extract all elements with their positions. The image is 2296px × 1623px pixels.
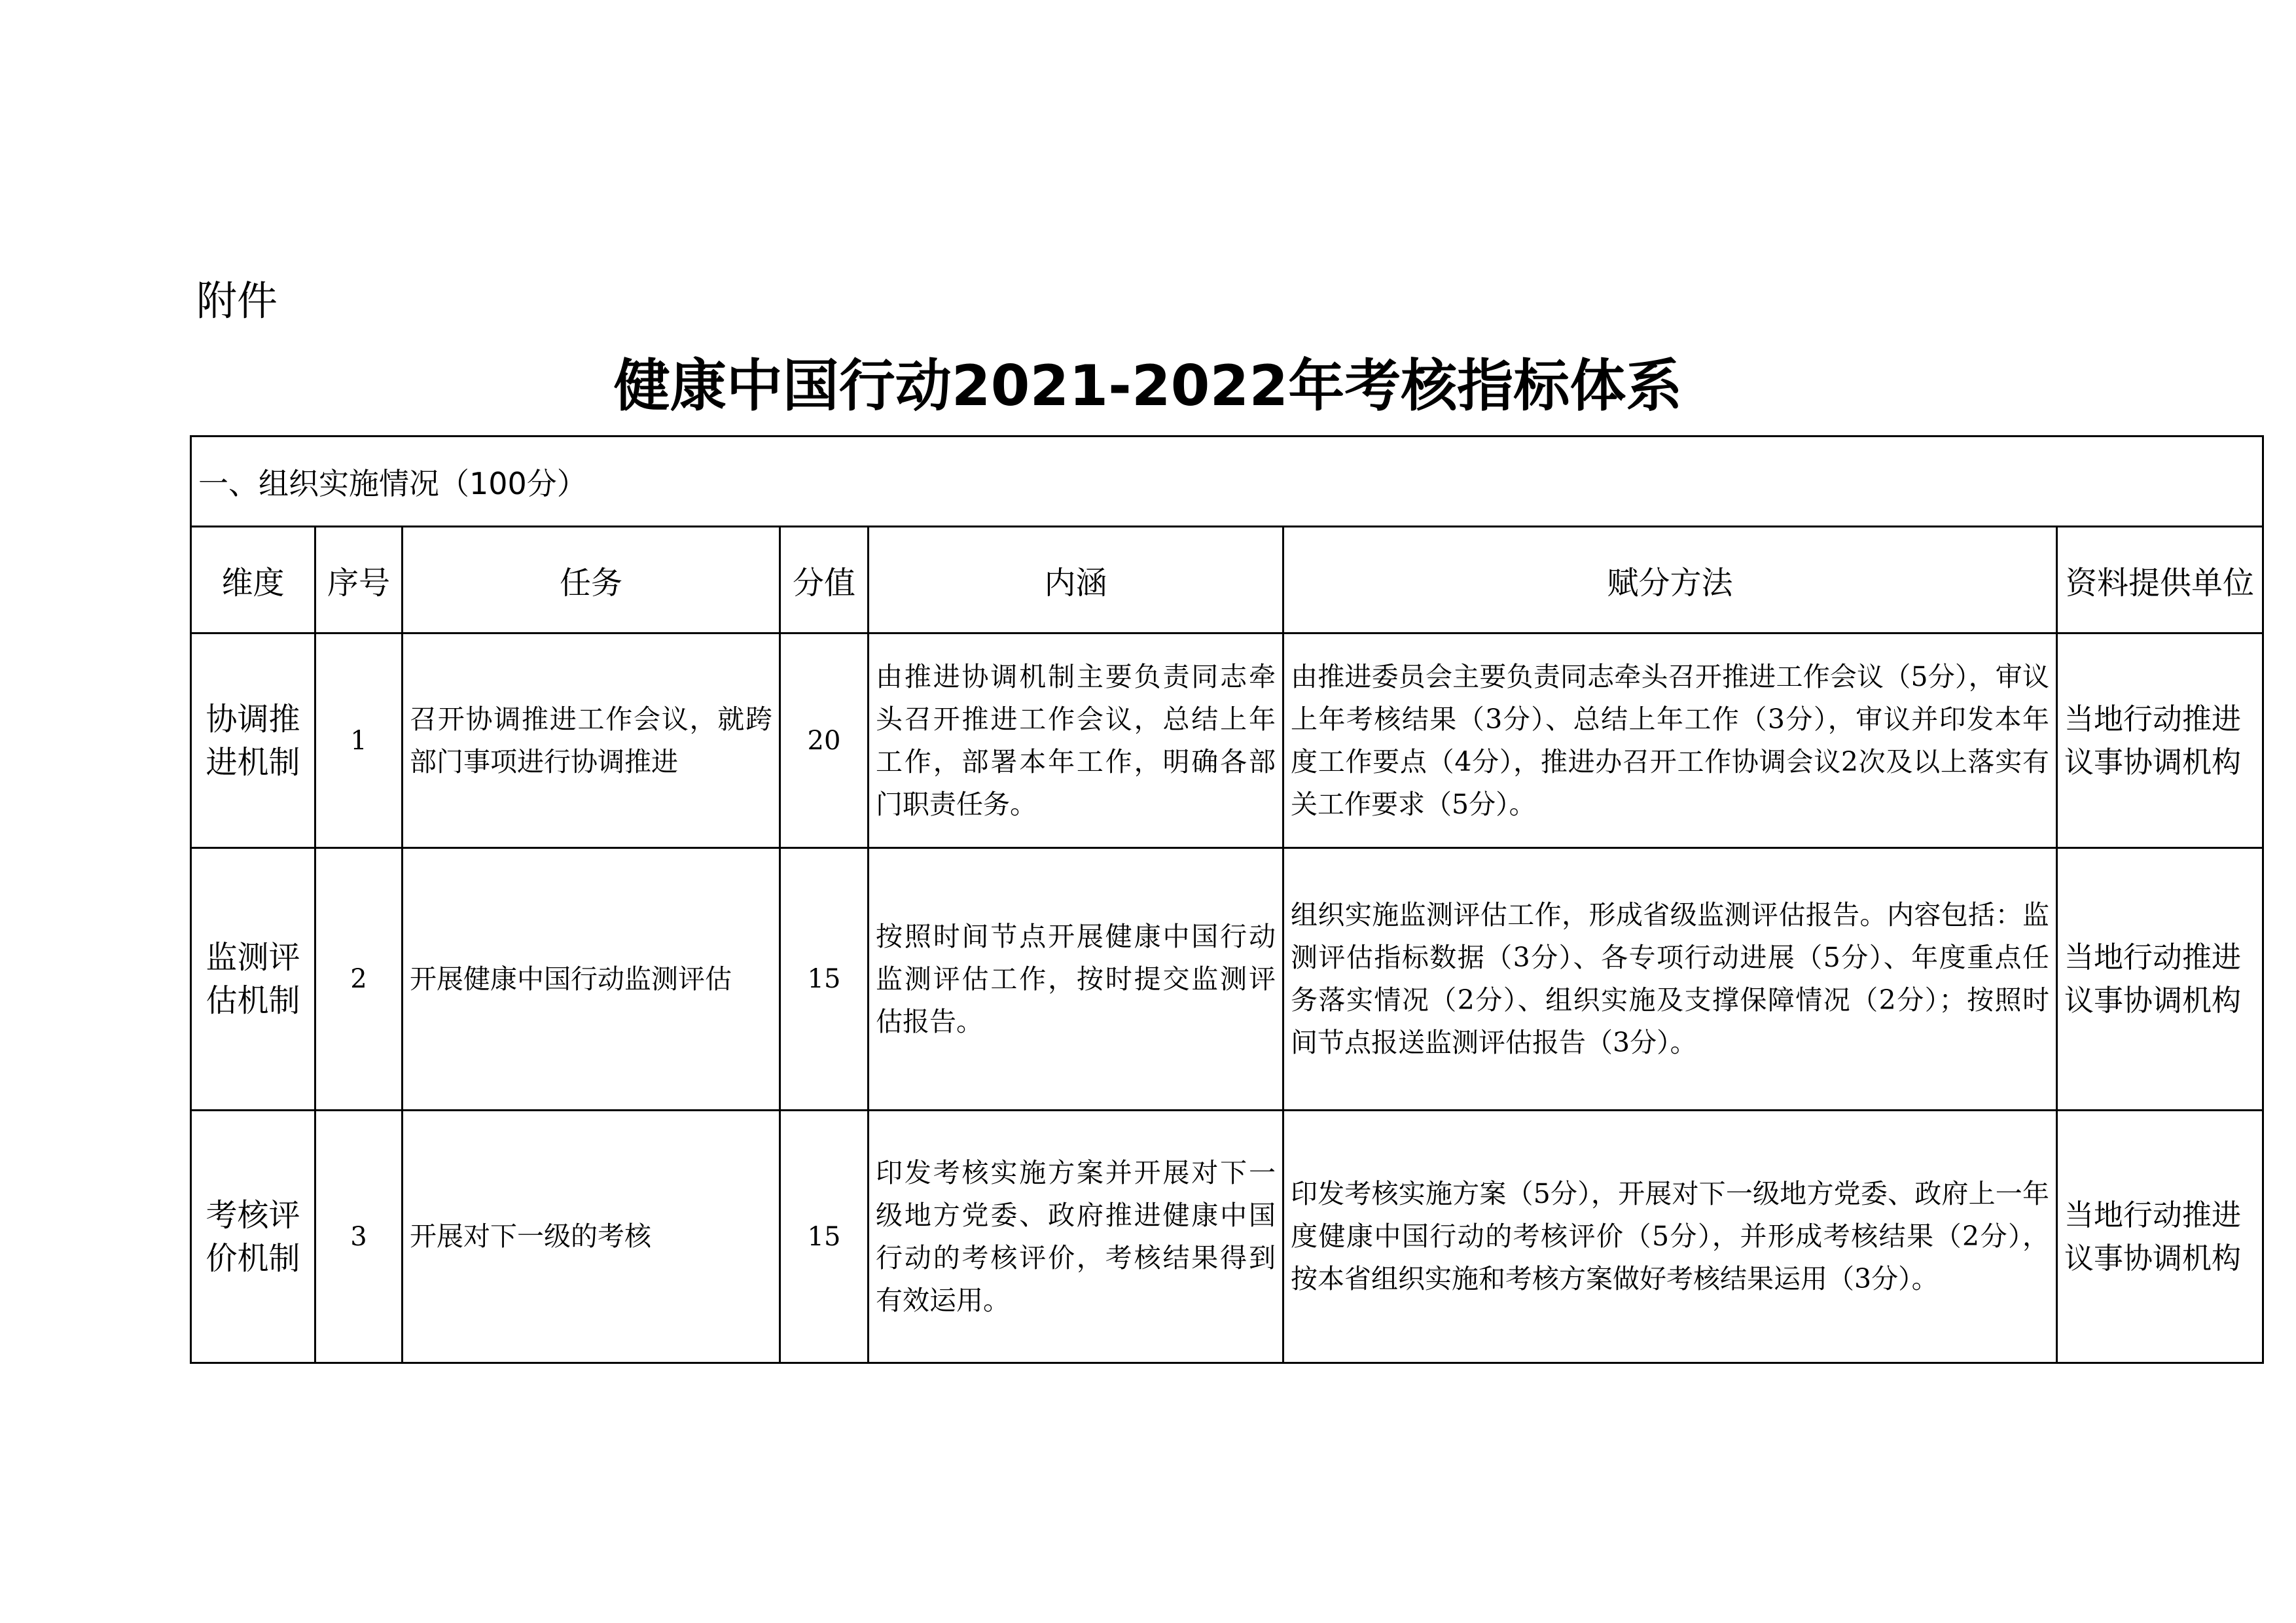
header-unit: 资料提供单位 <box>2057 527 2263 633</box>
cell-no: 2 <box>315 848 403 1111</box>
cell-no: 1 <box>315 633 403 848</box>
cell-content: 按照时间节点开展健康中国行动监测评估工作，按时提交监测评估报告。 <box>869 848 1283 1111</box>
cell-dimension: 监测评估机制 <box>191 848 315 1111</box>
cell-task: 召开协调推进工作会议，就跨部门事项进行协调推进 <box>403 633 780 848</box>
cell-dimension: 考核评价机制 <box>191 1111 315 1363</box>
table-header-row <box>191 527 2263 633</box>
cell-score: 20 <box>780 633 869 848</box>
cell-dimension: 协调推进机制 <box>191 633 315 848</box>
cell-content: 印发考核实施方案并开展对下一级地方党委、政府推进健康中国行动的考核评价，考核结果得到有效运用。 <box>869 1111 1283 1363</box>
header-method: 赋分方法 <box>1283 527 2057 633</box>
cell-task: 开展健康中国行动监测评估 <box>403 848 780 1111</box>
cell-score: 15 <box>780 1111 869 1363</box>
cell-method: 印发考核实施方案（5分），开展对下一级地方党委、政府上一年度健康中国行动的考核评价（5分），并形成考核结果（2分），按本省组织实施和考核方案做好考核结果运用（3分）。 <box>1283 1111 2057 1363</box>
document-title: 健康中国行动2021-2022年考核指标体系 <box>613 353 1683 419</box>
cell-task: 开展对下一级的考核 <box>403 1111 780 1363</box>
attachment-label: 附件 <box>196 277 278 325</box>
header-no: 序号 <box>315 527 403 633</box>
table-row <box>191 848 2263 1111</box>
cell-unit: 当地行动推进议事协调机构 <box>2057 1111 2263 1363</box>
indicator-table <box>190 435 2264 1364</box>
cell-score: 15 <box>780 848 869 1111</box>
cell-content: 由推进协调机制主要负责同志牵头召开推进工作会议，总结上年工作，部署本年工作，明确各部门职责任务。 <box>869 633 1283 848</box>
header-score: 分值 <box>780 527 869 633</box>
header-dimension: 维度 <box>191 527 315 633</box>
section-heading: 一、组织实施情况（100分） <box>191 437 2263 527</box>
cell-unit: 当地行动推进议事协调机构 <box>2057 633 2263 848</box>
header-content: 内涵 <box>869 527 1283 633</box>
header-task: 任务 <box>403 527 780 633</box>
cell-no: 3 <box>315 1111 403 1363</box>
table-row <box>191 1111 2263 1363</box>
cell-unit: 当地行动推进议事协调机构 <box>2057 848 2263 1111</box>
table-row <box>191 633 2263 848</box>
cell-method: 由推进委员会主要负责同志牵头召开推进工作会议（5分），审议上年考核结果（3分）、总结上年工作（3分），审议并印发本年度工作要点（4分），推进办召开工作协调会议2次及以上落实有关工作要求（5分）。 <box>1283 633 2057 848</box>
cell-method: 组织实施监测评估工作，形成省级监测评估报告。内容包括：监测评估指标数据（3分）、各专项行动进展（5分）、年度重点任务落实情况（2分）、组织实施及支撑保障情况（2分）；按照时间节点报送监测评估报告（3分）。 <box>1283 848 2057 1111</box>
